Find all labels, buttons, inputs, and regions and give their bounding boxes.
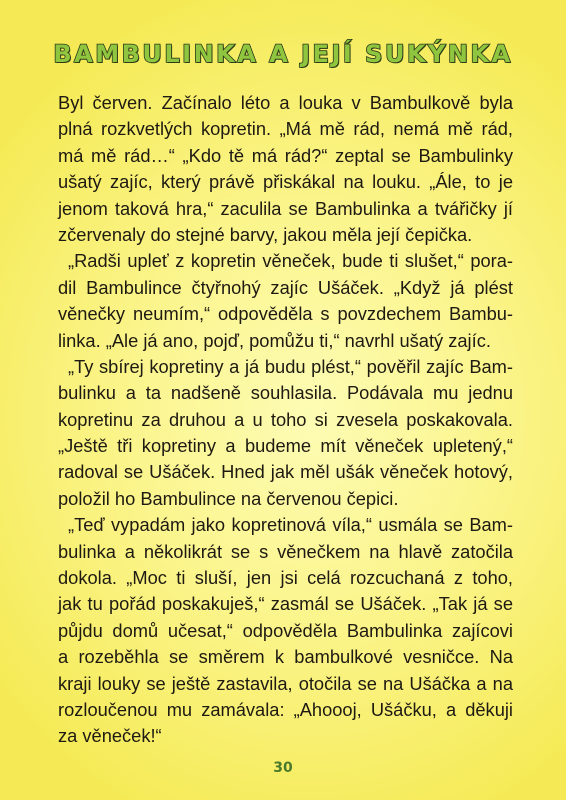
paragraph [58, 512, 513, 750]
text-line: půjdu domů učesat,“ odpověděla Bambulinka zajícovi [58, 619, 513, 641]
text-line: linka. „Ale já ano, pojď, pomůžu ti,“ navrhl ušatý zajíc. [58, 329, 491, 351]
text-line: bulinku a ta nadšeně souhlasila. Podávala mu jednu [58, 382, 513, 404]
text-line: „Ještě tři kopretiny a budeme mít věneček upletený,“ [58, 435, 513, 457]
page-title: BAMBULINKA A JEJÍ SUKÝNKA [53, 40, 513, 68]
text-line: zčervenaly do stejné barvy, jakou měla její čepička. [58, 223, 473, 245]
text-line: položil ho Bambulince na červenou čepici. [58, 487, 399, 509]
text-line: Byl červen. Začínalo léto a louka v Bambulkově byla [58, 92, 513, 113]
text-line: věnečky neumím,“ odpověděla s povzdechem Bambu- [58, 303, 513, 325]
text-line: dil Bambulince čtyřnohý zajíc Ušáček. „Když já plést [58, 276, 513, 298]
text-line: „Teď vypadám jako kopretinová víla,“ usmála se Bam- [68, 514, 513, 536]
text-line: jenom taková hra,“ zaculila se Bambulinka a tvářičky jí [58, 197, 513, 219]
story-text [58, 90, 513, 750]
paragraph [58, 248, 513, 354]
text-line: plná rozkvetlých kopretin. „Má mě rád, nemá mě rád, [58, 118, 513, 140]
text-line: za věneček!“ [58, 725, 162, 747]
text-line: kopretinu za druhou a u toho si zvesela poskakovala. [58, 408, 513, 430]
text-line: ušatý zajíc, který právě přiskákal na louku. „Ále, to je [58, 171, 513, 193]
text-line: „Radši upleť z kopretin věneček, bude ti slušet,“ pora- [68, 250, 513, 272]
text-line: a rozeběhla se směrem k bambulkové vesničce. Na [58, 646, 513, 668]
text-line: dokola. „Moc ti sluší, jen jsi celá rozcuchaná z toho, [58, 567, 513, 589]
text-line: kraji louky se ještě zastavila, otočila se na Ušáčka a na [58, 672, 513, 694]
page-number: 30 [273, 760, 293, 776]
text-line: „Ty sbírej kopretiny a já budu plést,“ pověřil zajíc Bam- [68, 355, 513, 377]
text-line: rozloučenou mu zamávala: „Ahoooj, Ušáčku, a děkuji [58, 698, 513, 720]
paragraph [58, 90, 513, 248]
text-line: jak tu pořád poskakuješ,“ zasmál se Ušáček. „Tak já se [58, 593, 513, 615]
text-line: bulinka a několikrát se s věnečkem na hlavě zatočila [58, 540, 513, 562]
paragraph [58, 354, 513, 512]
text-line: radoval se Ušáček. Hned jak měl ušák věneček hotový, [58, 461, 513, 483]
text-line: má mě rád…“ „Kdo tě má rád?“ zeptal se Bambulinky [58, 144, 513, 166]
